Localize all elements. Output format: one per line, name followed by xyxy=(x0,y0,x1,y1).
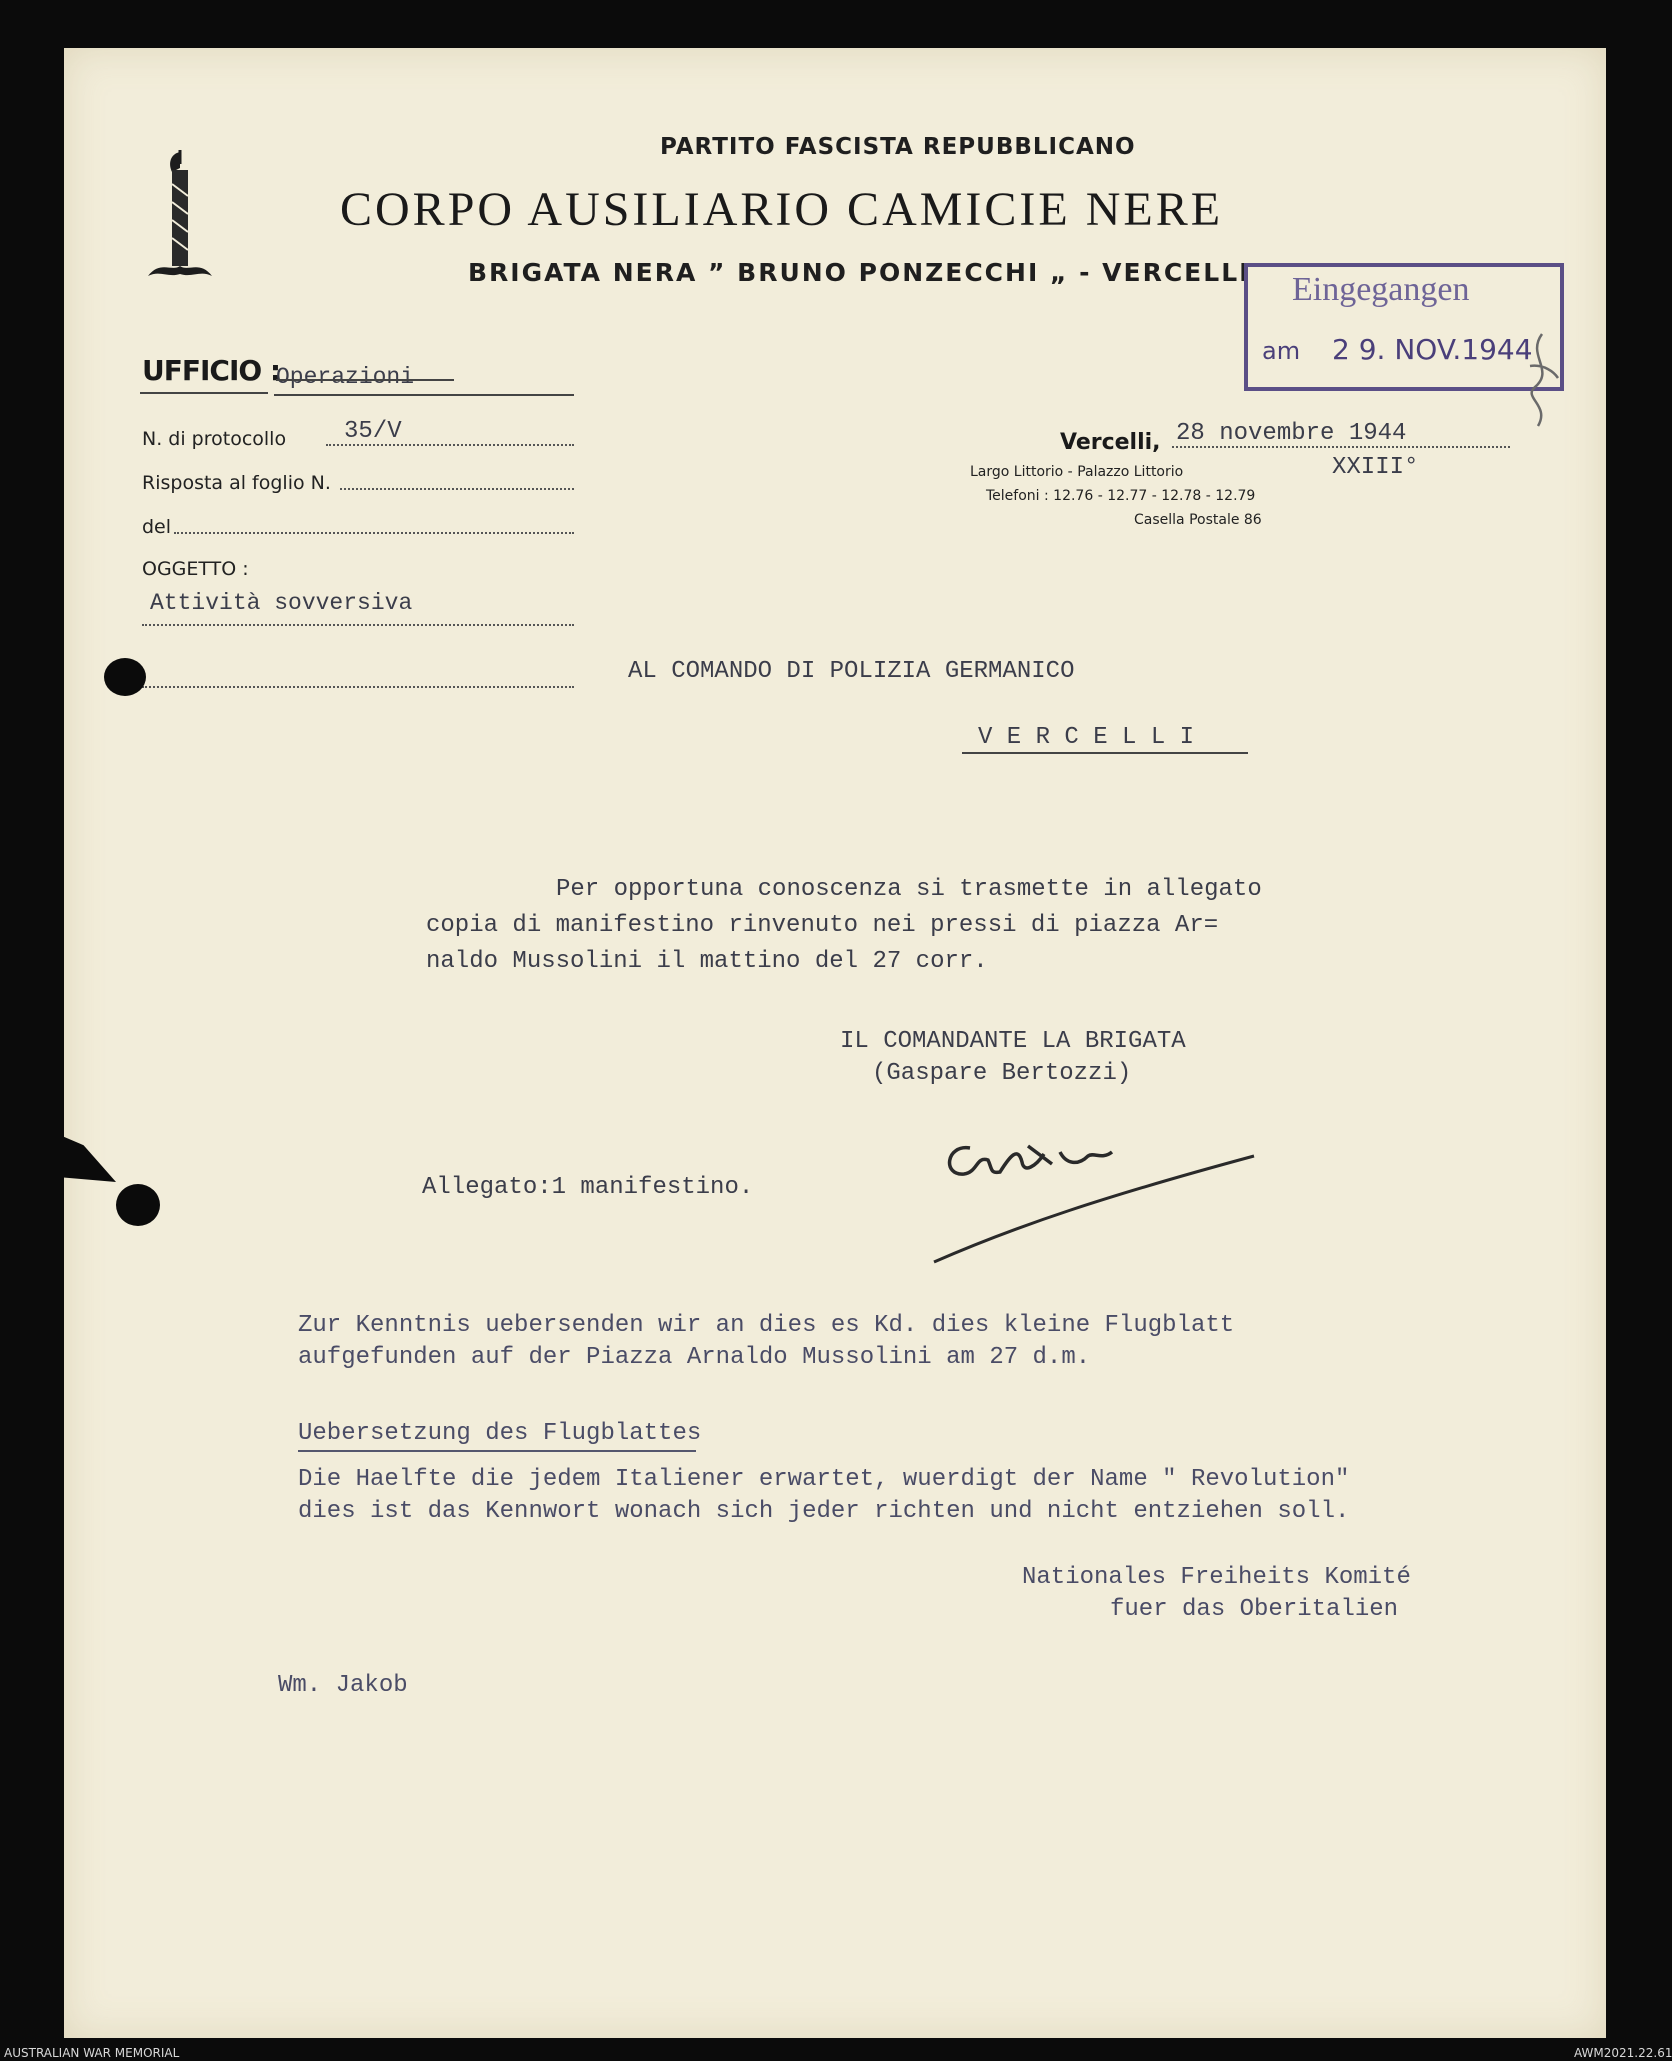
translation-line-1: Zur Kenntnis uebersenden wir an dies es Kd. dies kleine Flugblatt xyxy=(298,1312,1235,1339)
footer-left: AUSTRALIAN WAR MEMORIAL xyxy=(4,2046,180,2060)
dateline-city: Vercelli, xyxy=(1060,430,1161,455)
paper-tear xyxy=(62,1136,116,1182)
translation-sign-1: Nationales Freiheits Komité xyxy=(1022,1564,1411,1591)
risposta-label: Risposta al foglio N. xyxy=(142,472,331,494)
dateline-date: 28 novembre 1944 xyxy=(1176,420,1407,447)
oggetto-label: OGGETTO : xyxy=(142,558,249,580)
signature-name: (Gaspare Bertozzi) xyxy=(872,1060,1132,1087)
body-line-2: copia di manifestino rinvenuto nei pressi di piazza Ar= xyxy=(426,912,1219,939)
signature-title: IL COMANDANTE LA BRIGATA xyxy=(840,1028,1186,1055)
punch-hole-top xyxy=(104,658,146,696)
recipient-line-2: V E R C E L L I xyxy=(978,724,1195,751)
address-line-2: Telefoni : 12.76 - 12.77 - 12.78 - 12.79 xyxy=(986,488,1256,504)
handwritten-mark-icon xyxy=(1516,326,1570,436)
recipient-line-1: AL COMANDO DI POLIZIA GERMANICO xyxy=(628,658,1075,685)
protocollo-label: N. di protocollo xyxy=(142,428,287,450)
corps-name: CORPO AUSILIARIO CAMICIE NERE xyxy=(340,183,1224,236)
brigade-name: BRIGATA NERA ” BRUNO PONZECCHI „ - VERCELLI xyxy=(468,258,1251,287)
del-label: del xyxy=(142,516,172,538)
protocollo-value: 35/V xyxy=(344,418,402,445)
attachment-line: Allegato:1 manifestino. xyxy=(422,1174,754,1201)
strikethrough-line xyxy=(276,379,454,381)
translation-line-2: aufgefunden auf der Piazza Arnaldo Mussolini am 27 d.m. xyxy=(298,1344,1091,1371)
translation-heading: Uebersetzung des Flugblattes xyxy=(298,1420,702,1447)
ufficio-value: Operazioni xyxy=(276,364,415,390)
punch-hole-bottom xyxy=(116,1184,160,1226)
address-line-3: Casella Postale 86 xyxy=(1134,512,1262,528)
address-line-1: Largo Littorio - Palazzo Littorio xyxy=(970,464,1184,480)
dateline-era: XXIII° xyxy=(1332,454,1419,481)
body-line-3: naldo Mussolini il mattino del 27 corr. xyxy=(426,948,988,975)
footer-right: AWM2021.22.61 xyxy=(1574,2046,1672,2060)
translation-text-2: dies ist das Kennwort wonach sich jeder richten und nicht entziehen soll. xyxy=(298,1498,1350,1525)
stamp-am-label: am xyxy=(1262,337,1301,365)
document-sheet xyxy=(64,48,1606,2038)
body-line-1: Per opportuna conoscenza si trasmette in allegato xyxy=(556,876,1262,903)
translation-author: Wm. Jakob xyxy=(278,1672,408,1699)
translation-sign-2: fuer das Oberitalien xyxy=(1110,1596,1399,1623)
party-name: PARTITO FASCISTA REPUBBLICANO xyxy=(660,134,1136,160)
stamp-date: 2 9. NOV.1944 xyxy=(1332,333,1533,366)
fasces-emblem-icon xyxy=(142,144,218,294)
oggetto-value: Attività sovversiva xyxy=(150,590,413,616)
ufficio-label: UFFICIO : xyxy=(142,354,281,387)
signature-scribble-icon xyxy=(926,1116,1266,1266)
translation-text-1: Die Haelfte die jedem Italiener erwartet, wuerdigt der Name " Revolution" xyxy=(298,1466,1350,1493)
stamp-title: Eingegangen xyxy=(1292,271,1470,308)
